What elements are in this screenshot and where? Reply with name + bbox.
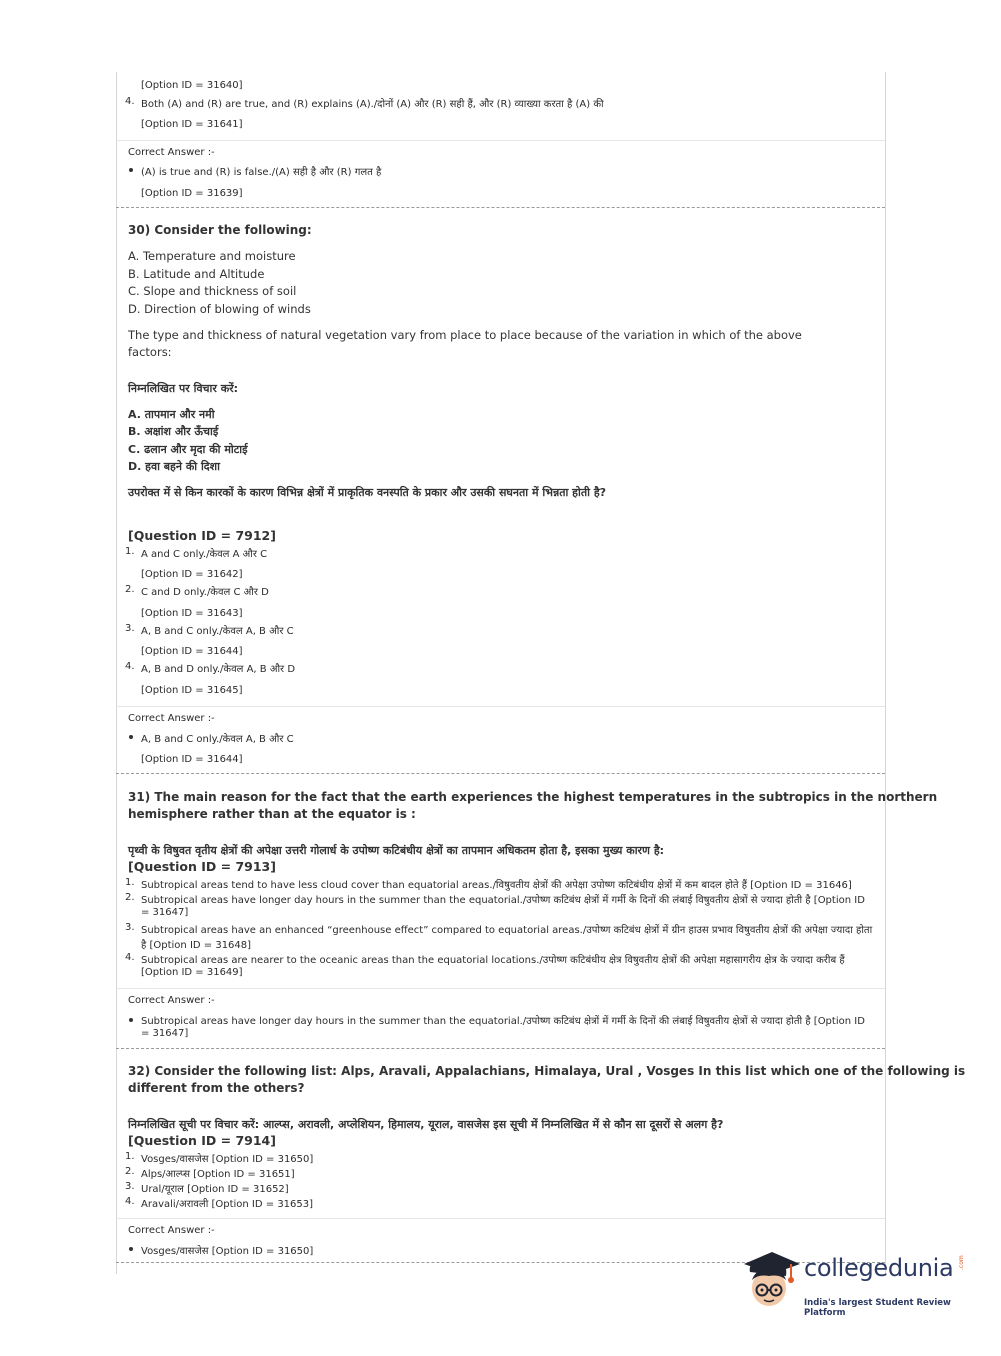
q30-question-line1: The type and thickness of natural vegetation vary from place to place because of the variation in which of the above [128,328,802,342]
logo-wordmark: collegedunia [804,1254,954,1282]
q32-option2-text: Alps/आल्प्स [Option ID = 31651] [141,1169,295,1180]
q30-question-line2: factors: [128,345,172,359]
q31-option4-line1: Subtropical areas are nearer to the oceanic areas than the equatorial locations./उपोष्ण कटिबंधीय क्षेत्र विषुवतीय क्षेत्रों की अपेक्षा महासागरीय क्षेत्र के ज्यादा करीब हैं [141,955,845,966]
q31-correct-label: Correct Answer :- [128,995,215,1006]
q30-item-d: D. Direction of blowing of winds [128,302,311,316]
question-separator [116,1048,885,1049]
q30-item-c: C. Slope and thickness of soil [128,284,297,298]
bullet-icon [129,1247,133,1251]
q31-option2-line1: Subtropical areas have longer day hours in the summer than the equatorial./उपोष्ण कटिबंध क्षेत्रों में गर्मी के दिनों की लंबाई विषुवतीय क्षेत्रों से ज्यादा होती है [Option ID [141,895,865,906]
q30-title: 30) Consider the following: [128,223,312,237]
q32-option1-text: Vosges/वासजेस [Option ID = 31650] [141,1154,314,1165]
q30-question-id: [Question ID = 7912] [128,528,276,543]
q32-title-line1: 32) Consider the following list: Alps, Aravali, Appalachians, Himalaya, Ural , Vosges In this list which one of the following is [128,1064,966,1078]
q30-hindi-intro: निम्नलिखित पर विचार करें: [128,382,239,395]
q30-hindi-item-c: C. ढलान और मृदा की मोटाई [128,443,248,456]
q29-correct-label: Correct Answer :- [128,147,215,158]
q30-hindi-item-b: B. अक्षांश और ऊँचाई [128,425,219,438]
q30-correct-id: [Option ID = 31644] [141,754,243,765]
q29-option4-id: [Option ID = 31641] [141,119,243,130]
q30-correct-text: A, B and C only./केवल A, B और C [141,734,294,745]
q29-correct-text: (A) is true and (R) is false./(A) सही है और (R) गलत है [141,167,382,178]
q32-title-line2: different from the others? [128,1081,305,1095]
q30-option1-text: A and C only./केवल A और C [141,549,268,560]
q30-option3-id: [Option ID = 31644] [141,646,243,657]
q31-option3-number: 3. [125,922,135,933]
q31-hindi-question: पृथ्वी के विषुवत वृतीय क्षेत्रों की अपेक्षा उत्तरी गोलार्ध के उपोष्ण कटिबंधीय क्षेत्रों का तापमान अधिकतम होता है, इसका मुख्य कारण है: [128,844,665,857]
bullet-icon [129,1018,133,1022]
mascot-icon [742,1250,804,1314]
question-separator [116,773,885,774]
q31-option4-number: 4. [125,952,135,963]
q30-option4-number: 4. [125,661,135,672]
divider [116,1218,885,1219]
divider [116,988,885,989]
q32-hindi-question: निम्नलिखित सूची पर विचार करें: आल्प्स, अरावली, अप्लेशियन, हिमालय, यूराल, वासजेस इस सूची में निम्नलिखित में से कौन सा दूसरों से अलग है? [128,1118,724,1131]
collegedunia-logo [742,1250,972,1320]
q31-option2-line2: = 31647] [141,907,189,918]
logo-tagline: India's largest Student Review Platform [804,1298,951,1318]
q30-option3-number: 3. [125,623,135,634]
q31-correct-line1: Subtropical areas have longer day hours in the summer than the equatorial./उपोष्ण कटिबंध क्षेत्रों में गर्मी के दिनों की लंबाई विषुवतीय क्षेत्रों से ज्यादा होती है [Option ID [141,1016,865,1027]
q30-option4-text: A, B and D only./केवल A, B और D [141,664,296,675]
q30-option2-id: [Option ID = 31643] [141,608,243,619]
q32-option3-number: 3. [125,1181,135,1192]
q30-hindi-item-d: D. हवा बहने की दिशा [128,460,220,473]
q31-title-line2: hemisphere rather than at the equator is : [128,807,416,821]
q31-option3-line1: Subtropical areas have an enhanced “greenhouse effect” compared to equatorial areas./उपोष्ण कटिबंध क्षेत्रों में ग्रीन हाउस प्रभाव विषुवतीय क्षेत्रों की अपेक्षा ज्यादा होता [141,925,873,936]
logo-domain-suffix: .com [958,1255,965,1270]
q30-option1-id: [Option ID = 31642] [141,569,243,580]
q32-question-id: [Question ID = 7914] [128,1133,276,1148]
question-separator [116,207,885,208]
q32-option3-text: Ural/यूराल [Option ID = 31652] [141,1184,289,1195]
bullet-icon [129,168,133,172]
q31-question-id: [Question ID = 7913] [128,859,276,874]
q32-option4-text: Aravali/अरावली [Option ID = 31653] [141,1199,314,1210]
q31-option3-line2: है [Option ID = 31648] [141,940,252,951]
q31-option1-number: 1. [125,877,135,888]
q30-hindi-question: उपरोक्त में से किन कारकों के कारण विभिन्न क्षेत्रों में प्राकृतिक वनस्पति के प्रकार और उसकी सघनता में भिन्नता होती है? [128,486,607,499]
q31-correct-line2: = 31647] [141,1028,189,1039]
q31-option2-number: 2. [125,892,135,903]
divider [116,140,885,141]
q30-option2-number: 2. [125,584,135,595]
q32-option1-number: 1. [125,1151,135,1162]
q29-option4-number: 4. [125,96,135,107]
divider [116,706,885,707]
q31-option1-text: Subtropical areas tend to have less cloud cover than equatorial areas./विषुवतीय क्षेत्रों की अपेक्षा उपोष्ण कटिबंधीय क्षेत्रों में कम बादल होते हैं [Option ID = 31646] [141,880,852,891]
q32-option4-number: 4. [125,1196,135,1207]
q32-correct-text: Vosges/वासजेस [Option ID = 31650] [141,1246,314,1257]
q29-option4-text: Both (A) and (R) are true, and (R) explains (A)./दोनों (A) और (R) सही हैं, और (R) व्याख्या करता है (A) की [141,99,604,110]
q31-title-line1: 31) The main reason for the fact that the earth experiences the highest temperatures in the subtropics in the northern [128,790,938,804]
q30-item-b: B. Latitude and Altitude [128,267,265,281]
q32-correct-label: Correct Answer :- [128,1225,215,1236]
q30-option3-text: A, B and C only./केवल A, B और C [141,626,294,637]
q30-correct-label: Correct Answer :- [128,713,215,724]
q30-item-a: A. Temperature and moisture [128,249,296,263]
q30-hindi-item-a: A. तापमान और नमी [128,408,215,421]
q29-correct-id: [Option ID = 31639] [141,188,243,199]
q29-option3-id: [Option ID = 31640] [141,80,243,91]
q32-option2-number: 2. [125,1166,135,1177]
q31-option4-line2: [Option ID = 31649] [141,967,243,978]
q30-option4-id: [Option ID = 31645] [141,685,243,696]
q30-option2-text: C and D only./केवल C और D [141,587,269,598]
bullet-icon [129,735,133,739]
q30-option1-number: 1. [125,546,135,557]
